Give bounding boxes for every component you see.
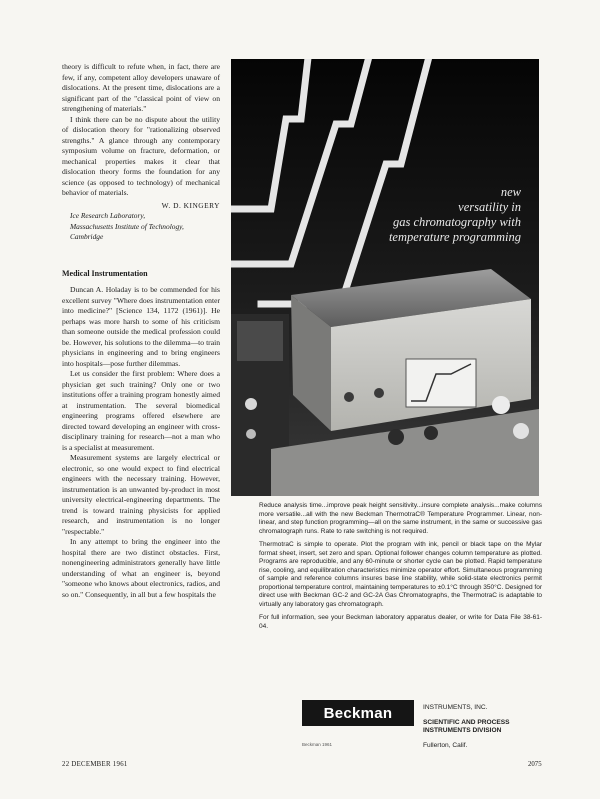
company-line: INSTRUMENTS, INC. [423, 704, 488, 711]
ad-paragraph-2: ThermotraC is simple to operate. Plot the program with ink, pencil or black tape on the Mylar format sheet, insert, set zero and span. Optional follower changes column temperature as plotted. Programs are reproducible, and any 60-minute or shorter cycle can be plotted. Rapid temperature rise, cooling, and equilibration characteristics minimize operator effort. Simultaneous programming of sample and reference columns insures base line stability, while solid-state electronics permit proportional temperature control, maintaining temperatures to ±0.1°C through 350°C. Designed for direct use with Beckman GC-2 and GC-2A Gas Chromatographs, the ThermotraC is adaptable to virtually any laboratory gas chromatograph. [259, 541, 542, 608]
letter2-paragraph-4: In any attempt to bring the engineer into the hospital there are two distinct obstacles. First, nonengineering administrators generally have little understanding of what an engineer is, beyond "someone who knows about electronics, radios, and so on." Consequently, in all but a few hospitals the [62, 537, 220, 599]
company-info [423, 704, 510, 750]
company-line: Fullerton, Calif. [423, 741, 468, 749]
beckman-logo: Beckman [302, 700, 414, 726]
section-title: Medical Instrumentation [62, 268, 148, 278]
page-number: 2075 [528, 761, 542, 768]
ad-paragraph-1: Reduce analysis time...improve peak height sensitivity...insure complete analysis...make columns more versatile...all with the new Beckman ThermotraC® Temperature Programmer. Linear, non-linear, and step function programming—all on the same instrument, in the same or successive gas chromatograph runs. Rate to rate switching is not required. [259, 502, 542, 535]
ad-paragraph-3: For full information, see your Beckman laboratory apparatus dealer, or write for Data File 38-61-04. [259, 614, 542, 630]
ad-photo-illustration [231, 59, 539, 496]
ad-body [259, 502, 542, 636]
knob-icon [388, 429, 404, 445]
affiliation-line: Ice Research Laboratory, [70, 211, 146, 220]
knob-icon [424, 426, 438, 440]
company-line: SCIENTIFIC AND PROCESS [423, 718, 510, 726]
ad-photo [231, 59, 539, 496]
headline-line: versatility in [458, 200, 521, 214]
letter1-paragraph-1: theory is difficult to refute when, in fact, there are few, if any, competent alloy developers unaware of dislocations. At the present time, dislocations are a significant part of the "classical point of view on strengthening of materials." [62, 62, 220, 113]
dial-icon [492, 396, 510, 414]
knob-icon [344, 392, 354, 402]
letter1-signature: W. D. KINGERY [161, 200, 220, 210]
letter1-paragraph-2: I think there can be no dispute about the utility of dislocation theory for "rationalizing observed strengths." A glance through any contemporary symposium volume on fracture, deformation, or mechanical properties makes it clear that dislocation theory forms the foundation for any science (as opposed to technology) of mechanical behavior of materials. [62, 114, 220, 197]
left-column [62, 62, 220, 600]
company-line: INSTRUMENTS DIVISION [423, 727, 502, 734]
letter2-paragraph-2: Let us consider the first problem: Where does a physician get such training? Only one or two institutions offer a training program honestly aimed at instrumentation. The several biomedical engineering programs offered elsewhere are directed toward developing an engineer with cross-disciplinary training for research—not a man who is a specialist at measurement. [62, 369, 220, 452]
letter2-paragraph-3: Measurement systems are largely electrical or electronic, so one would expect to find electrical engineers with the necessary training. However, instrumentation is an unwanted by-product in most university electrical-engineering departments. The trend is toward training physicists for applied research, and instrumentation is no longer "respectable." [62, 453, 220, 536]
affiliation-line: Massachusetts Institute of Technology, [70, 221, 184, 231]
headline-line: new [500, 185, 521, 199]
affiliation-line: Cambridge [70, 232, 104, 241]
letter1-affiliation [70, 211, 220, 243]
headline-line: temperature programming [388, 230, 521, 244]
knob-icon [374, 388, 384, 398]
ad-smallprint: Beckman 1961 [302, 742, 333, 747]
footer-date: 22 DECEMBER 1961 [62, 761, 128, 768]
letter2-paragraph-1: Duncan A. Holaday is to be commended for his excellent survey "Where does instrumentation enter into medicine?" [Science 134, 1172 (1961)]. He perhaps was more harsh to some of his criticism than someone outside the medical profession could be. However, his solutions to the dilemma—to train physicians in engineering and to bring engineers into hospitals—pose further dilemmas. [62, 285, 220, 368]
ad-headline [389, 185, 521, 245]
headline-line: gas chromatography with [392, 215, 521, 229]
dial-icon [513, 423, 529, 439]
